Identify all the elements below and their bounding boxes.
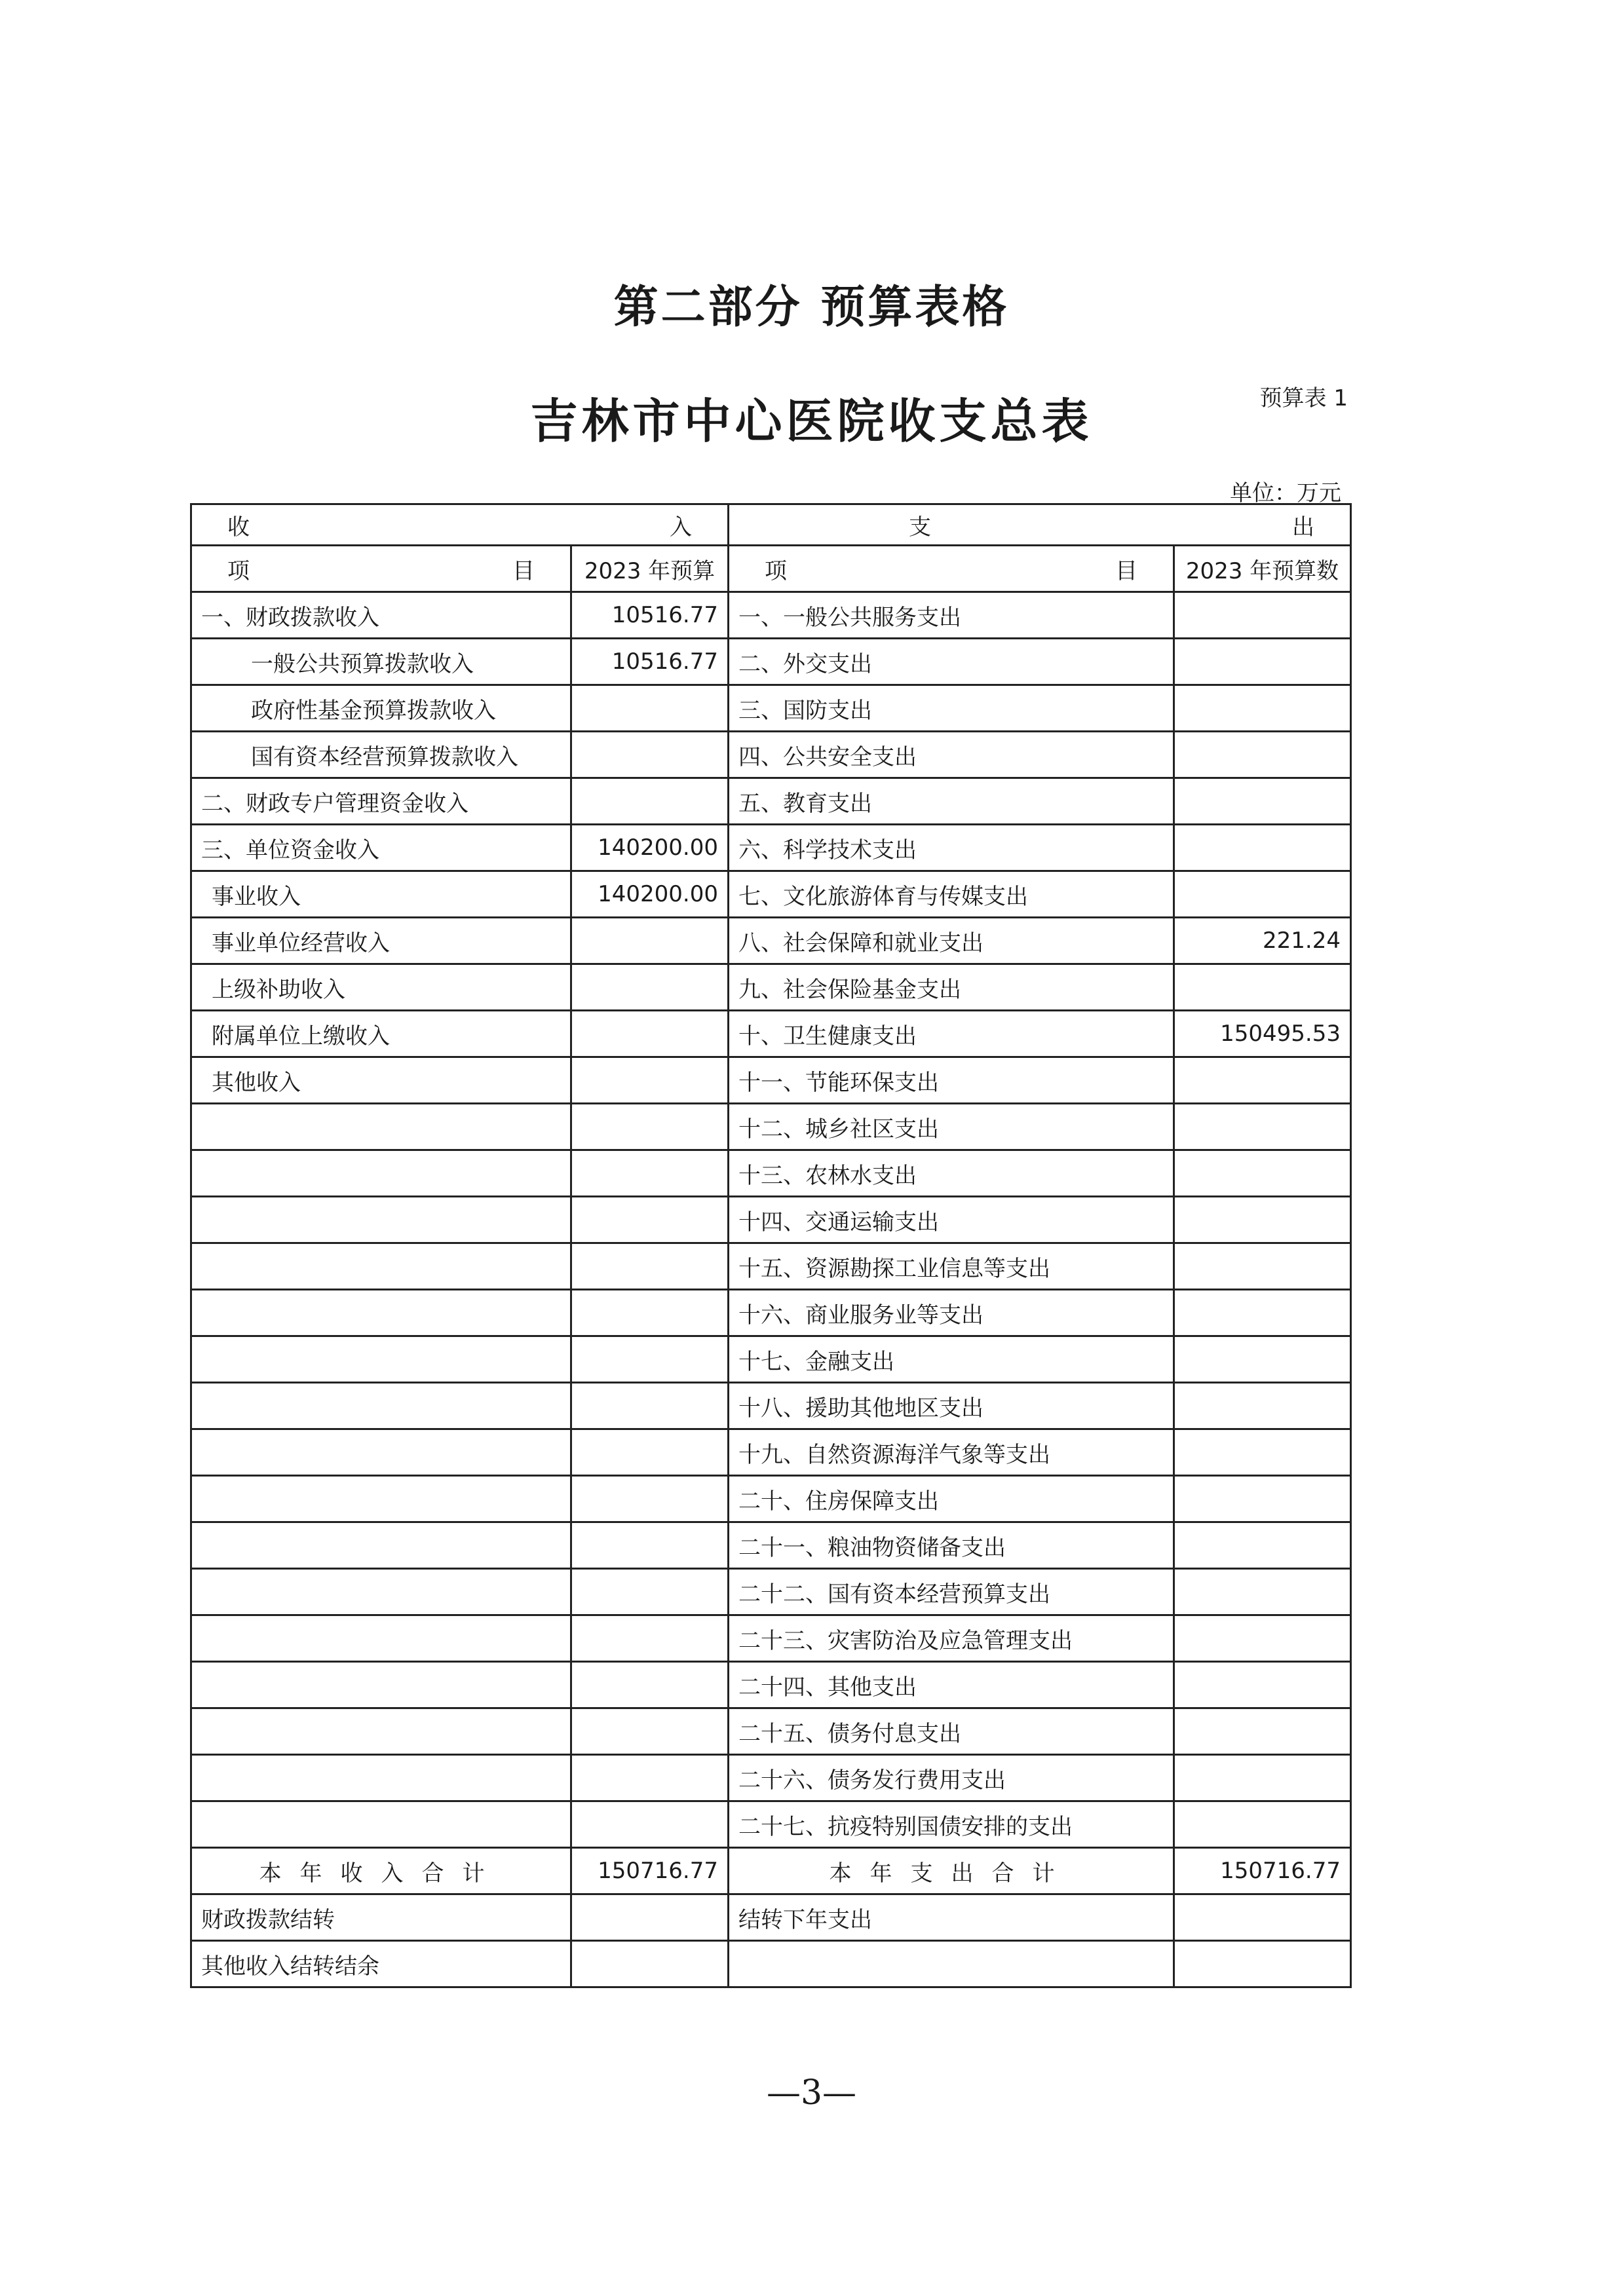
income-header-left: 收 bbox=[227, 514, 250, 540]
expense-value bbox=[1174, 825, 1351, 871]
income-item-header-left: 项 bbox=[227, 557, 250, 584]
income-value bbox=[571, 1476, 729, 1522]
table-row bbox=[191, 732, 1351, 778]
expense-value bbox=[1174, 592, 1351, 639]
table-row bbox=[191, 1104, 1351, 1150]
table-row bbox=[191, 685, 1351, 732]
expense-value bbox=[1174, 639, 1351, 685]
table-row bbox=[191, 778, 1351, 825]
table-row bbox=[191, 1383, 1351, 1429]
expense-item bbox=[729, 1941, 1174, 1987]
income-item bbox=[191, 1429, 571, 1476]
income-item: 上级补助收入 bbox=[191, 964, 571, 1011]
expense-value bbox=[1174, 1662, 1351, 1708]
expense-item: 十一、节能环保支出 bbox=[729, 1057, 1174, 1104]
table-row bbox=[191, 1290, 1351, 1336]
page-number: —3— bbox=[766, 2073, 857, 2113]
income-value bbox=[571, 778, 729, 825]
expense-item: 四、公共安全支出 bbox=[729, 732, 1174, 778]
income-item: 三、单位资金收入 bbox=[191, 825, 571, 871]
expense-value bbox=[1174, 1057, 1351, 1104]
table-totals bbox=[191, 1848, 1351, 1987]
table-row bbox=[191, 1476, 1351, 1522]
income-value bbox=[571, 1011, 729, 1057]
expense-item: 二十二、国有资本经营预算支出 bbox=[729, 1569, 1174, 1615]
income-item: 其他收入 bbox=[191, 1057, 571, 1104]
table-number: 预算表 1 bbox=[1259, 385, 1348, 411]
table-row bbox=[191, 1708, 1351, 1755]
table-row bbox=[191, 825, 1351, 871]
expense-item-header-right: 目 bbox=[1115, 557, 1137, 584]
income-item bbox=[191, 1801, 571, 1848]
part-title: 第二部分 预算表格 bbox=[613, 282, 1010, 333]
table-row bbox=[191, 1569, 1351, 1615]
income-value bbox=[571, 1057, 729, 1104]
income-item bbox=[191, 1197, 571, 1243]
table-row bbox=[191, 1150, 1351, 1197]
expense-item: 十二、城乡社区支出 bbox=[729, 1104, 1174, 1150]
table-row bbox=[191, 1615, 1351, 1662]
income-header-right: 入 bbox=[670, 514, 692, 540]
income-item: 其他收入结转结余 bbox=[191, 1941, 571, 1987]
income-value bbox=[571, 1150, 729, 1197]
income-item-header bbox=[191, 546, 571, 592]
expense-item: 二十、住房保障支出 bbox=[729, 1476, 1174, 1522]
unit-label: 单位：万元 bbox=[1230, 480, 1341, 506]
expense-item: 十四、交通运输支出 bbox=[729, 1197, 1174, 1243]
income-budget-header: 2023 年预算 bbox=[571, 546, 729, 592]
income-item bbox=[191, 1755, 571, 1801]
expense-item-header bbox=[729, 546, 1174, 592]
expense-item: 二十三、灾害防治及应急管理支出 bbox=[729, 1615, 1174, 1662]
totals-row bbox=[191, 1848, 1351, 1894]
expense-item: 一、一般公共服务支出 bbox=[729, 592, 1174, 639]
income-value bbox=[571, 964, 729, 1011]
table-row bbox=[191, 1662, 1351, 1708]
expense-value bbox=[1174, 1383, 1351, 1429]
expense-value bbox=[1174, 1476, 1351, 1522]
income-item: 一、财政拨款收入 bbox=[191, 592, 571, 639]
expense-budget-header: 2023 年预算数 bbox=[1174, 546, 1351, 592]
budget-summary-table bbox=[190, 503, 1352, 1988]
income-item bbox=[191, 1662, 571, 1708]
income-item bbox=[191, 1708, 571, 1755]
expense-value bbox=[1174, 964, 1351, 1011]
income-item bbox=[191, 1569, 571, 1615]
income-value bbox=[571, 1104, 729, 1150]
income-item bbox=[191, 1243, 571, 1290]
expense-item: 十六、商业服务业等支出 bbox=[729, 1290, 1174, 1336]
expense-value bbox=[1174, 1522, 1351, 1569]
expense-header-right: 出 bbox=[1292, 514, 1314, 540]
expense-value bbox=[1174, 1569, 1351, 1615]
table-row bbox=[191, 1197, 1351, 1243]
expense-value bbox=[1174, 1801, 1351, 1848]
table-row bbox=[191, 1522, 1351, 1569]
income-total-label: 本年收入合计 bbox=[191, 1848, 571, 1894]
income-value bbox=[571, 1569, 729, 1615]
expense-value bbox=[1174, 1755, 1351, 1801]
expense-item-header-left: 项 bbox=[765, 557, 787, 584]
expense-item: 二十一、粮油物资储备支出 bbox=[729, 1522, 1174, 1569]
expense-value bbox=[1174, 778, 1351, 825]
expense-item: 二十六、债务发行费用支出 bbox=[729, 1755, 1174, 1801]
table-row bbox=[191, 1011, 1351, 1057]
expense-item: 三、国防支出 bbox=[729, 685, 1174, 732]
income-value bbox=[571, 1290, 729, 1336]
expense-item: 六、科学技术支出 bbox=[729, 825, 1174, 871]
income-value: 140200.00 bbox=[571, 871, 729, 918]
expense-value bbox=[1174, 1708, 1351, 1755]
income-item: 一般公共预算拨款收入 bbox=[191, 639, 571, 685]
income-item: 政府性基金预算拨款收入 bbox=[191, 685, 571, 732]
income-header bbox=[191, 504, 729, 546]
income-item-header-right: 目 bbox=[512, 557, 535, 584]
income-item: 财政拨款结转 bbox=[191, 1894, 571, 1941]
income-value bbox=[571, 1243, 729, 1290]
expense-item: 十七、金融支出 bbox=[729, 1336, 1174, 1383]
income-item: 事业收入 bbox=[191, 871, 571, 918]
income-value bbox=[571, 1941, 729, 1987]
expense-item: 结转下年支出 bbox=[729, 1894, 1174, 1941]
income-item: 二、财政专户管理资金收入 bbox=[191, 778, 571, 825]
table-row bbox=[191, 1243, 1351, 1290]
expense-item: 二、外交支出 bbox=[729, 639, 1174, 685]
income-value bbox=[571, 1615, 729, 1662]
expense-total-value: 150716.77 bbox=[1174, 1848, 1351, 1894]
expense-value bbox=[1174, 1336, 1351, 1383]
expense-item: 十九、自然资源海洋气象等支出 bbox=[729, 1429, 1174, 1476]
table-row bbox=[191, 1894, 1351, 1941]
income-value bbox=[571, 1801, 729, 1848]
expense-value bbox=[1174, 1941, 1351, 1987]
income-value: 140200.00 bbox=[571, 825, 729, 871]
table-row bbox=[191, 1057, 1351, 1104]
table-row bbox=[191, 1941, 1351, 1987]
expense-item: 十五、资源勘探工业信息等支出 bbox=[729, 1243, 1174, 1290]
expense-value bbox=[1174, 1197, 1351, 1243]
income-item bbox=[191, 1476, 571, 1522]
income-item: 事业单位经营收入 bbox=[191, 918, 571, 964]
income-value bbox=[571, 918, 729, 964]
expense-item: 十八、援助其他地区支出 bbox=[729, 1383, 1174, 1429]
expense-value bbox=[1174, 685, 1351, 732]
table-body bbox=[191, 592, 1351, 1848]
income-value bbox=[571, 1383, 729, 1429]
expense-value: 150495.53 bbox=[1174, 1011, 1351, 1057]
expense-header-left: 支 bbox=[909, 514, 931, 540]
table-row bbox=[191, 918, 1351, 964]
income-item: 国有资本经营预算拨款收入 bbox=[191, 732, 571, 778]
income-item bbox=[191, 1104, 571, 1150]
expense-value bbox=[1174, 732, 1351, 778]
expense-item: 二十七、抗疫特别国债安排的支出 bbox=[729, 1801, 1174, 1848]
expense-item: 十、卫生健康支出 bbox=[729, 1011, 1174, 1057]
expense-header bbox=[729, 504, 1351, 546]
income-value bbox=[571, 732, 729, 778]
expense-item: 五、教育支出 bbox=[729, 778, 1174, 825]
expense-value bbox=[1174, 1615, 1351, 1662]
expense-value bbox=[1174, 1429, 1351, 1476]
income-value bbox=[571, 1755, 729, 1801]
table-row bbox=[191, 1755, 1351, 1801]
expense-item: 二十五、债务付息支出 bbox=[729, 1708, 1174, 1755]
income-value bbox=[571, 1336, 729, 1383]
income-value bbox=[571, 1894, 729, 1941]
expense-item: 七、文化旅游体育与传媒支出 bbox=[729, 871, 1174, 918]
table-row bbox=[191, 1336, 1351, 1383]
expense-value bbox=[1174, 1243, 1351, 1290]
expense-value bbox=[1174, 1894, 1351, 1941]
table-row bbox=[191, 964, 1351, 1011]
income-value bbox=[571, 1662, 729, 1708]
expense-item: 八、社会保障和就业支出 bbox=[729, 918, 1174, 964]
table-row bbox=[191, 592, 1351, 639]
income-item bbox=[191, 1290, 571, 1336]
income-item bbox=[191, 1150, 571, 1197]
income-value bbox=[571, 1708, 729, 1755]
expense-value bbox=[1174, 871, 1351, 918]
income-item bbox=[191, 1383, 571, 1429]
income-item bbox=[191, 1522, 571, 1569]
expense-item: 十三、农林水支出 bbox=[729, 1150, 1174, 1197]
table-row bbox=[191, 1801, 1351, 1848]
income-item bbox=[191, 1336, 571, 1383]
income-item bbox=[191, 1615, 571, 1662]
income-total-value: 150716.77 bbox=[571, 1848, 729, 1894]
income-value bbox=[571, 685, 729, 732]
table-row bbox=[191, 639, 1351, 685]
table-row bbox=[191, 1429, 1351, 1476]
expense-item: 九、社会保险基金支出 bbox=[729, 964, 1174, 1011]
income-value bbox=[571, 1522, 729, 1569]
budget-table-wrapper bbox=[190, 503, 1350, 1988]
expense-value bbox=[1174, 1290, 1351, 1336]
income-item: 附属单位上缴收入 bbox=[191, 1011, 571, 1057]
income-value: 10516.77 bbox=[571, 639, 729, 685]
expense-item: 二十四、其他支出 bbox=[729, 1662, 1174, 1708]
page-title: 吉林市中心医院收支总表 bbox=[530, 394, 1093, 449]
income-value bbox=[571, 1197, 729, 1243]
expense-value: 221.24 bbox=[1174, 918, 1351, 964]
income-value: 10516.77 bbox=[571, 592, 729, 639]
income-value bbox=[571, 1429, 729, 1476]
expense-value bbox=[1174, 1150, 1351, 1197]
table-row bbox=[191, 871, 1351, 918]
expense-value bbox=[1174, 1104, 1351, 1150]
expense-total-label: 本年支出合计 bbox=[729, 1848, 1174, 1894]
